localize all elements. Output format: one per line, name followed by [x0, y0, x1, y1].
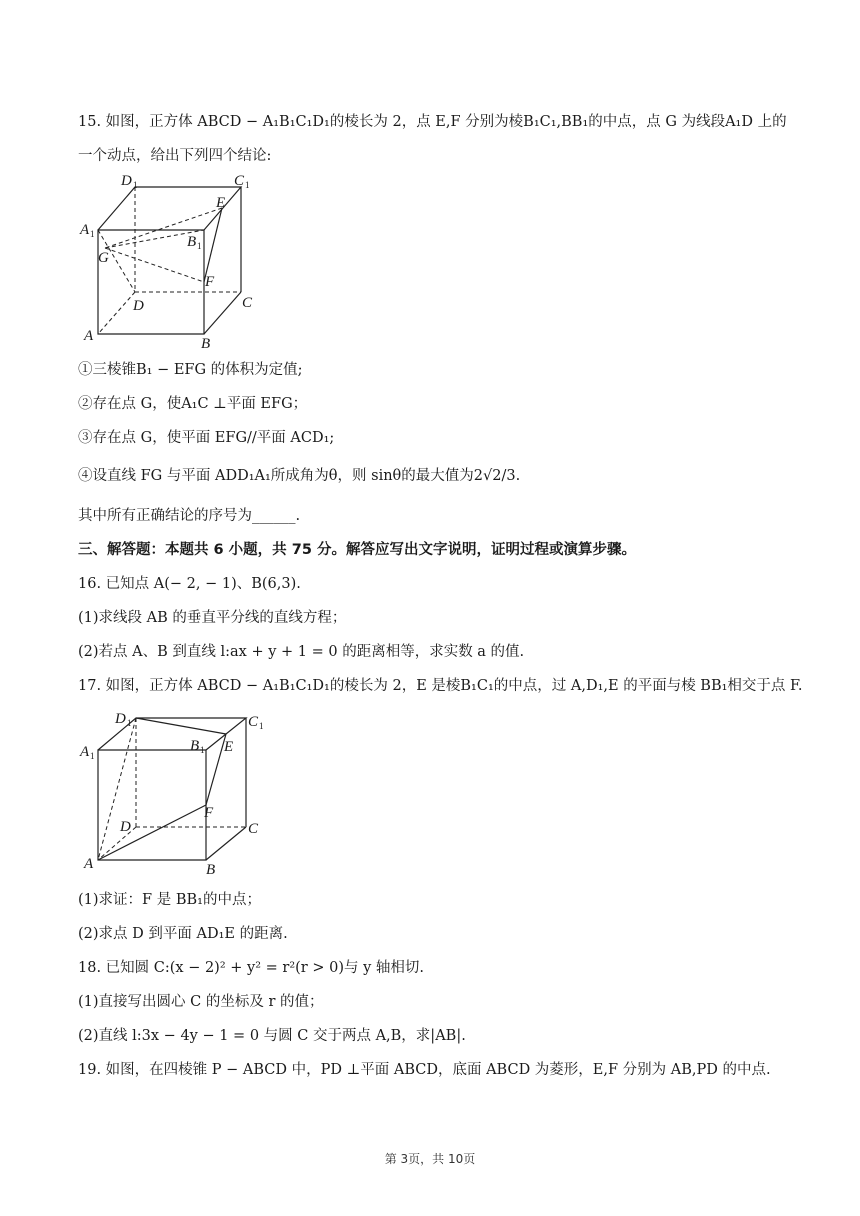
- q15-stem-line1: 15. 如图，正方体 ABCD − A₁B₁C₁D₁的棱长为 2，点 E,F 分别为棱B₁C₁,BB₁的中点，点 G 为线段A₁D 上的: [78, 114, 787, 130]
- svg-text:1: 1: [90, 751, 95, 761]
- label-f: F: [204, 805, 214, 821]
- edge-cb: [206, 827, 246, 860]
- svg-text:1: 1: [200, 745, 205, 755]
- q18-part-1: (1)直接写出圆心 C 的坐标及 r 的值；: [78, 994, 324, 1010]
- svg-text:1: 1: [133, 180, 138, 190]
- label-c1: C: [248, 714, 259, 730]
- q15-option-4: ④设直线 FG 与平面 ADD₁A₁所成角为θ，则 sinθ的最大值为2√2/3.: [78, 468, 521, 484]
- q17-stem: 17. 如图，正方体 ABCD − A₁B₁C₁D₁的棱长为 2，E 是棱B₁C₁的中点，过 A,D₁,E 的平面与棱 BB₁相交于点 F.: [78, 678, 803, 694]
- label-a: A: [84, 328, 94, 344]
- segment-d1e: [136, 718, 226, 734]
- label-c: C: [242, 295, 253, 311]
- q15-option-3: ③存在点 G，使平面 EFG//平面 ACD₁;: [78, 430, 335, 446]
- svg-text:1: 1: [90, 229, 95, 239]
- svg-text:1: 1: [259, 721, 264, 731]
- q16-stem: 16. 已知点 A(− 2, − 1)、B(6,3).: [78, 576, 301, 592]
- front-face: [98, 750, 206, 860]
- segment-gf: [105, 248, 204, 282]
- page-footer: 第 3页，共 10页: [384, 1152, 476, 1166]
- segment-ef: [206, 734, 226, 805]
- svg-text:1: 1: [127, 718, 132, 728]
- label-b1: B: [190, 738, 200, 754]
- label-a: A: [84, 856, 94, 872]
- label-c1: C: [234, 173, 245, 189]
- q17-part-1: (1)求证：F 是 BB₁的中点；: [78, 892, 261, 908]
- segment-fa: [98, 805, 206, 860]
- label-a1: A: [80, 744, 90, 760]
- label-f: F: [205, 274, 215, 290]
- q15-option-1: ①三棱锥B₁ − EFG 的体积为定值;: [78, 362, 303, 378]
- label-d1: D: [121, 173, 132, 189]
- label-b1: B: [187, 234, 197, 250]
- q18-stem: 18. 已知圆 C:(x − 2)² + y² = r²(r > 0)与 y 轴相切.: [78, 960, 424, 976]
- edge-cb: [204, 292, 241, 334]
- label-c: C: [248, 821, 259, 837]
- q15-stem-line2: 一个动点，给出下列四个结论:: [78, 148, 272, 164]
- label-d: D: [133, 298, 144, 314]
- svg-text:1: 1: [197, 241, 202, 251]
- q18-part-2: (2)直线 l:3x − 4y − 1 = 0 与圆 C 交于两点 A,B，求|AB|.: [78, 1028, 466, 1044]
- edge-da-hidden: [98, 292, 135, 334]
- svg-text:1: 1: [245, 180, 250, 190]
- q19-stem: 19. 如图，在四棱锥 P − ABCD 中，PD ⊥平面 ABCD，底面 ABCD 为菱形，E,F 分别为 AB,PD 的中点.: [78, 1062, 771, 1078]
- label-b: B: [206, 862, 216, 878]
- q16-part-2: (2)若点 A、B 到直线 l:ax + y + 1 = 0 的距离相等，求实数 a 的值.: [78, 644, 525, 660]
- label-e: E: [224, 739, 234, 755]
- segment-ad1: [98, 718, 136, 860]
- q15-cube-figure: [78, 170, 268, 350]
- section-3-heading: 三、解答题：本题共 6 小题，共 75 分。解答应写出文字说明，证明过程或演算步骤。: [78, 542, 636, 558]
- label-a1: A: [80, 222, 90, 238]
- label-e: E: [216, 195, 226, 211]
- q15-option-2: ②存在点 G，使A₁C ⊥平面 EFG；: [78, 396, 308, 412]
- q17-cube-figure: [78, 704, 268, 880]
- q15-answer-blank: 其中所有正确结论的序号为______.: [78, 508, 301, 524]
- label-d1: D: [115, 711, 126, 727]
- label-d: D: [120, 819, 131, 835]
- label-b: B: [201, 336, 211, 350]
- q17-part-2: (2)求点 D 到平面 AD₁E 的距离.: [78, 926, 288, 942]
- label-g: G: [98, 250, 109, 266]
- q16-part-1: (1)求线段 AB 的垂直平分线的直线方程；: [78, 610, 347, 626]
